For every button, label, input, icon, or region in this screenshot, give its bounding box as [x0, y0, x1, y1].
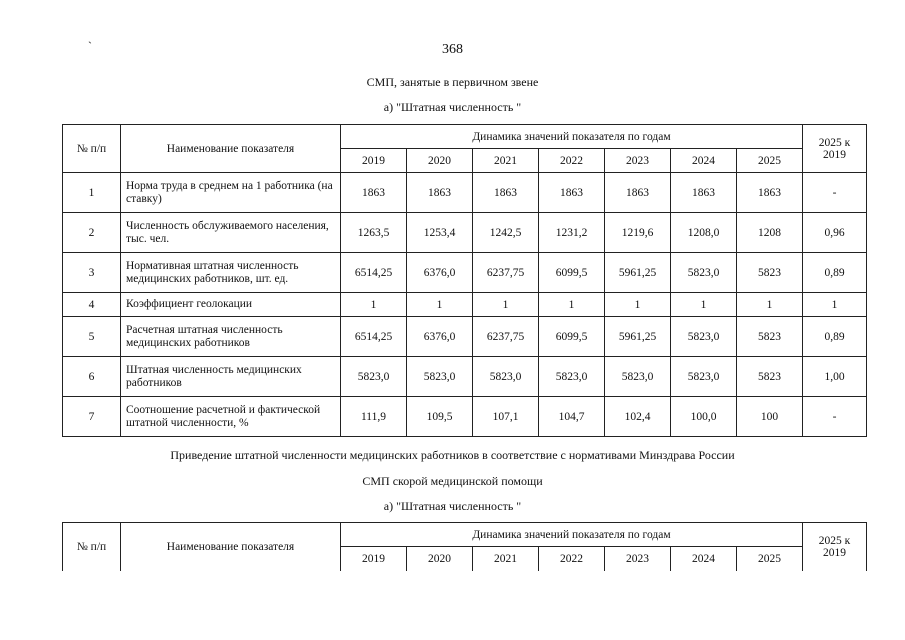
value-cell: 107,1 [473, 397, 539, 437]
row-indicator-name: Коэффициент геолокации [121, 293, 341, 317]
value-cell: 6514,25 [341, 253, 407, 293]
value-cell: 1 [473, 293, 539, 317]
year-header: 2022 [539, 149, 605, 173]
section2-note: Приведение штатной численности медицинских работников в соответствие с нормативами Минздрава России [170, 448, 735, 462]
ratio-cell: - [803, 173, 867, 213]
row-number: 7 [63, 397, 121, 437]
value-cell: 6099,5 [539, 253, 605, 293]
table-row [63, 317, 867, 357]
value-cell: 1242,5 [473, 213, 539, 253]
value-cell: 1 [341, 293, 407, 317]
ratio-cell: 0,96 [803, 213, 867, 253]
year-header: 2019 [341, 149, 407, 173]
value-cell: 1208,0 [671, 213, 737, 253]
table-row [63, 293, 867, 317]
value-cell: 1863 [737, 173, 803, 213]
section2-title: СМП скорой медицинской помощи [362, 474, 543, 488]
table-row [63, 173, 867, 213]
header-num: № п/п [63, 523, 121, 571]
section1-subtitle: а) "Штатная численность " [383, 100, 522, 114]
year-header: 2025 [737, 547, 803, 571]
value-cell: 1863 [539, 173, 605, 213]
value-cell: 1 [605, 293, 671, 317]
value-cell: 5823,0 [407, 357, 473, 397]
year-header: 2023 [605, 149, 671, 173]
value-cell: 1263,5 [341, 213, 407, 253]
row-number: 2 [63, 213, 121, 253]
value-cell: 1 [737, 293, 803, 317]
year-header: 2025 [737, 149, 803, 173]
value-cell: 1 [539, 293, 605, 317]
value-cell: 6237,75 [473, 253, 539, 293]
value-cell: 5823 [737, 253, 803, 293]
year-header: 2021 [473, 547, 539, 571]
row-indicator-name: Численность обслуживаемого населения, тыс. чел. [121, 213, 341, 253]
table-row [63, 253, 867, 293]
table-row [63, 397, 867, 437]
year-header: 2019 [341, 547, 407, 571]
value-cell: 6237,75 [473, 317, 539, 357]
year-header: 2023 [605, 547, 671, 571]
value-cell: 1863 [473, 173, 539, 213]
year-header: 2022 [539, 547, 605, 571]
ratio-cell: 1 [803, 293, 867, 317]
value-cell: 1253,4 [407, 213, 473, 253]
value-cell: 5823,0 [539, 357, 605, 397]
value-cell: 6099,5 [539, 317, 605, 357]
row-number: 1 [63, 173, 121, 213]
value-cell: 6514,25 [341, 317, 407, 357]
value-cell: 100,0 [671, 397, 737, 437]
value-cell: 1863 [407, 173, 473, 213]
header-dynamics: Динамика значений показателя по годам [341, 523, 803, 547]
section1-title: СМП, занятые в первичном звене [366, 75, 539, 89]
row-indicator-name: Соотношение расчетной и фактической штатной численности, % [121, 397, 341, 437]
value-cell: 1208 [737, 213, 803, 253]
row-number: 3 [63, 253, 121, 293]
value-cell: 1231,2 [539, 213, 605, 253]
value-cell: 5823 [737, 357, 803, 397]
ratio-cell: 0,89 [803, 317, 867, 357]
year-header: 2021 [473, 149, 539, 173]
value-cell: 5823,0 [671, 253, 737, 293]
value-cell: 1863 [341, 173, 407, 213]
staffing-table [62, 124, 867, 437]
ratio-cell: 1,00 [803, 357, 867, 397]
value-cell: 100 [737, 397, 803, 437]
value-cell: 109,5 [407, 397, 473, 437]
ratio-cell: 0,89 [803, 253, 867, 293]
value-cell: 1863 [671, 173, 737, 213]
ratio-cell: - [803, 397, 867, 437]
year-header: 2020 [407, 149, 473, 173]
value-cell: 104,7 [539, 397, 605, 437]
stray-mark: ˏ [88, 30, 92, 44]
value-cell: 1 [407, 293, 473, 317]
header-ratio: 2025 к 2019 [803, 125, 867, 173]
value-cell: 102,4 [605, 397, 671, 437]
value-cell: 111,9 [341, 397, 407, 437]
row-indicator-name: Нормативная штатная численность медицинских работников, шт. ед. [121, 253, 341, 293]
header-name: Наименование показателя [121, 523, 341, 571]
row-number: 6 [63, 357, 121, 397]
year-header: 2024 [671, 149, 737, 173]
row-number: 4 [63, 293, 121, 317]
header-ratio: 2025 к 2019 [803, 523, 867, 571]
value-cell: 5823,0 [341, 357, 407, 397]
value-cell: 1863 [605, 173, 671, 213]
value-cell: 5823,0 [671, 317, 737, 357]
value-cell: 5823 [737, 317, 803, 357]
value-cell: 1 [671, 293, 737, 317]
staffing-table-2 [62, 522, 867, 571]
value-cell: 5823,0 [671, 357, 737, 397]
row-number: 5 [63, 317, 121, 357]
value-cell: 5823,0 [605, 357, 671, 397]
value-cell: 6376,0 [407, 317, 473, 357]
table-row [63, 213, 867, 253]
table-row [63, 357, 867, 397]
row-indicator-name: Штатная численность медицинских работников [121, 357, 341, 397]
value-cell: 1219,6 [605, 213, 671, 253]
section2-subtitle: а) "Штатная численность " [383, 499, 522, 513]
value-cell: 5961,25 [605, 253, 671, 293]
header-name: Наименование показателя [121, 125, 341, 173]
value-cell: 6376,0 [407, 253, 473, 293]
header-dynamics: Динамика значений показателя по годам [341, 125, 803, 149]
value-cell: 5961,25 [605, 317, 671, 357]
row-indicator-name: Норма труда в среднем на 1 работника (на ставку) [121, 173, 341, 213]
value-cell: 5823,0 [473, 357, 539, 397]
year-header: 2024 [671, 547, 737, 571]
page-number: 368 [442, 42, 463, 57]
header-num: № п/п [63, 125, 121, 173]
row-indicator-name: Расчетная штатная численность медицинских работников [121, 317, 341, 357]
year-header: 2020 [407, 547, 473, 571]
